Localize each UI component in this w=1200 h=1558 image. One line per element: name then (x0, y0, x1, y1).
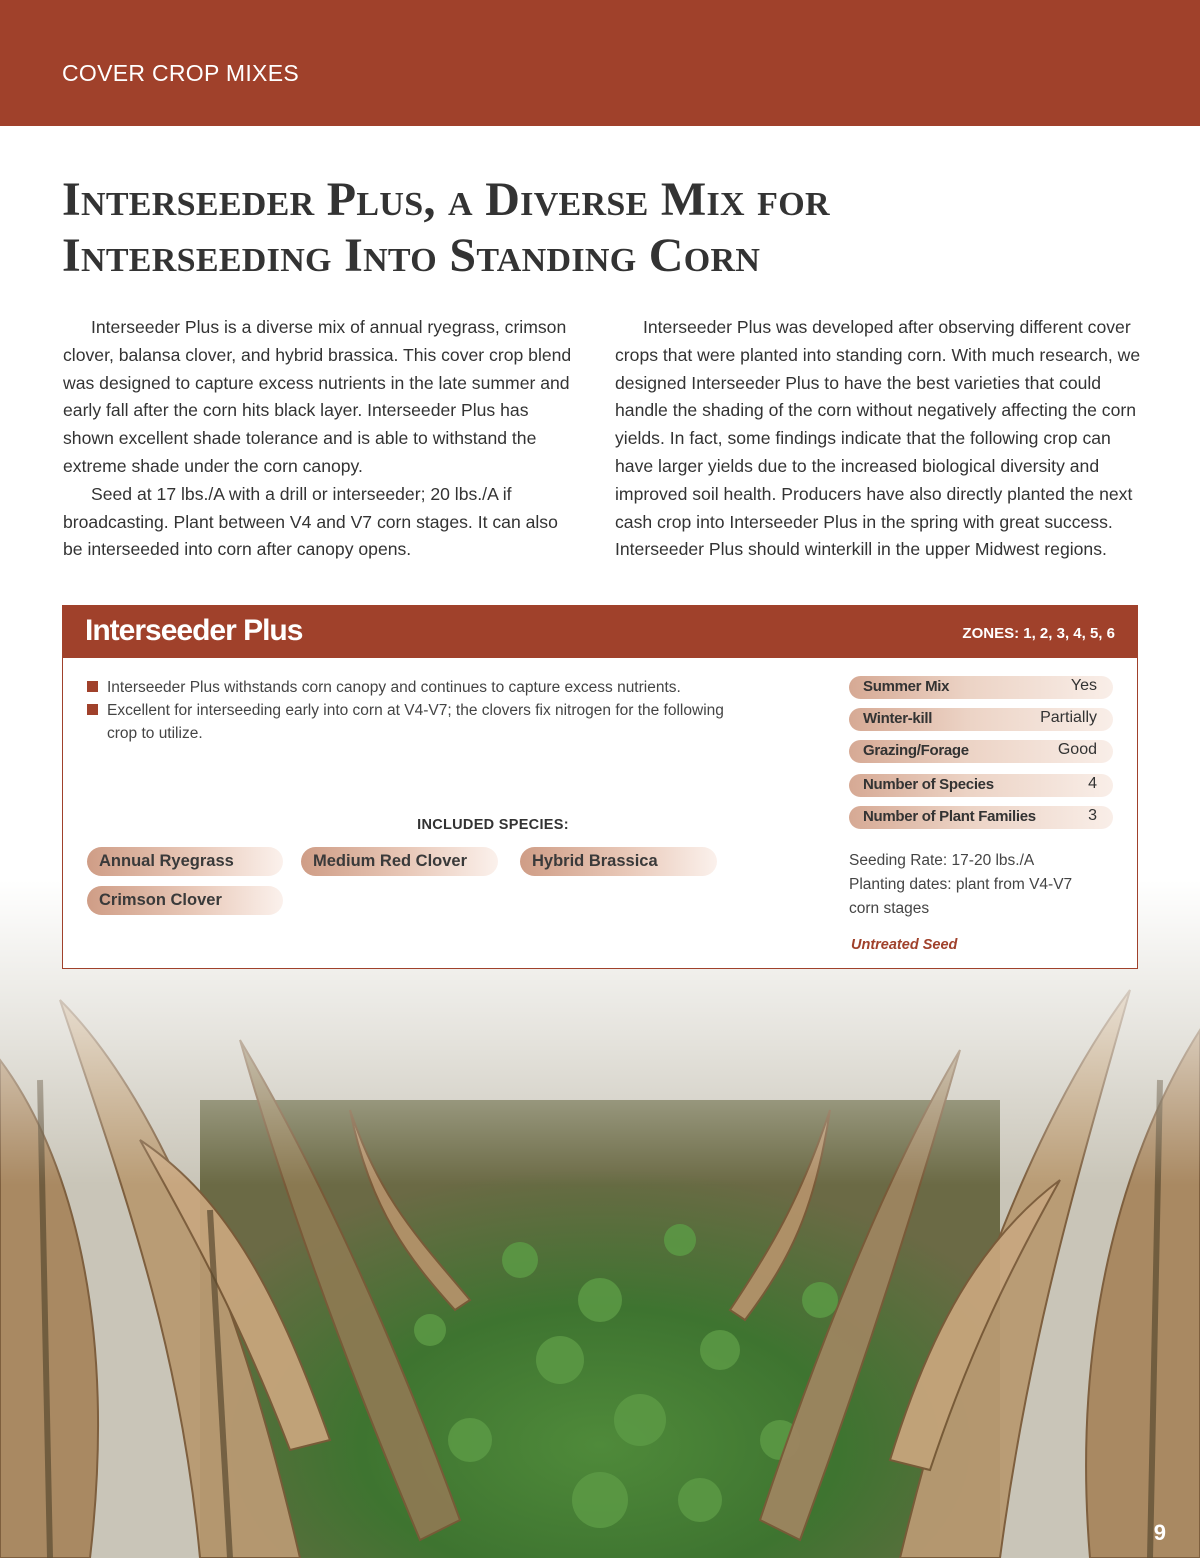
body-column-right (615, 314, 1145, 564)
spec-label: Winter-kill (863, 710, 933, 727)
product-header (63, 606, 1137, 658)
paragraph: Interseeder Plus is a diverse mix of annual ryegrass, crimson clover, balansa clover, and hybrid brassica. This cover crop blend was designed to capture excess nutrients in the late summer and early fall after the corn hits black layer. Interseeder Plus has shown excellent shade tolerance and is able to withstand the extreme shade under the corn canopy. (63, 317, 572, 476)
title-line-1: Interseeder Plus, a Diverse Mix for (62, 173, 830, 226)
seeding-info (849, 849, 1119, 921)
body-column-left (63, 314, 575, 564)
spec-value: 4 (1088, 775, 1097, 792)
planting-dates: Planting dates: plant from V4-V7 (849, 876, 1073, 893)
spec-row (849, 774, 1113, 797)
paragraph: Interseeder Plus was developed after observing different cover crops that were planted into standing corn. With much research, we designed Interseeder Plus to have the best varieties that could handle the shading of the corn without negatively affecting the corn yields. In fact, some findings indicate that the following crop can have larger yields due to the increased biological diversity and improved soil health. Producers have also directly planted the next cash crop into Interseeder Plus in the spring with great success. Interseeder Plus should winterkill in the upper Midwest regions. (615, 317, 1141, 560)
spec-value: Yes (1070, 677, 1097, 694)
species-heading: INCLUDED SPECIES: (417, 817, 569, 833)
bullet-text: Interseeder Plus withstands corn canopy and continues to capture excess nutrients. (107, 679, 681, 696)
bullet-square-icon (87, 681, 98, 692)
spec-row (849, 676, 1113, 699)
treatment-label: Untreated Seed (851, 937, 958, 953)
product-name: Interseeder Plus (85, 614, 303, 647)
planting-dates-cont: corn stages (849, 900, 930, 917)
bullet-square-icon (87, 704, 98, 715)
paragraph: Seed at 17 lbs./A with a drill or interseeder; 20 lbs./A if broadcasting. Plant between V4 and V7 corn stages. It can also be interseeded into corn after canopy opens. (63, 483, 558, 560)
list-item (87, 699, 757, 745)
bullet-text: Excellent for interseeding early into corn at V4-V7; the clovers fix nitrogen for the following crop to utilize. (107, 702, 724, 742)
feature-list (87, 676, 757, 745)
species-pill: Hybrid Brassica (520, 847, 717, 876)
spec-value: 3 (1088, 807, 1097, 824)
spec-label: Number of Species (863, 776, 994, 793)
header-band (0, 0, 1200, 126)
spec-label: Summer Mix (863, 678, 950, 695)
spec-row (849, 740, 1113, 763)
product-box (62, 605, 1138, 969)
page-number: 9 (1153, 1520, 1166, 1545)
spec-value: Good (1057, 741, 1097, 758)
seeding-rate: Seeding Rate: 17-20 lbs./A (849, 852, 1035, 869)
species-pill: Annual Ryegrass (87, 847, 283, 876)
species-pill: Medium Red Clover (301, 847, 498, 876)
spec-value: Partially (1040, 709, 1097, 726)
spec-label: Number of Plant Families (863, 808, 1036, 825)
spec-row (849, 806, 1113, 829)
spec-label: Grazing/Forage (863, 742, 969, 759)
corn-field-photo (0, 880, 1200, 1558)
spec-row (849, 708, 1113, 731)
page-title (62, 172, 1062, 284)
list-item (87, 676, 757, 699)
zones-label: ZONES: 1, 2, 3, 4, 5, 6 (962, 625, 1115, 642)
section-label: COVER CROP MIXES (62, 60, 299, 86)
title-line-2: Interseeding Into Standing Corn (62, 229, 761, 282)
species-pill: Crimson Clover (87, 886, 283, 915)
